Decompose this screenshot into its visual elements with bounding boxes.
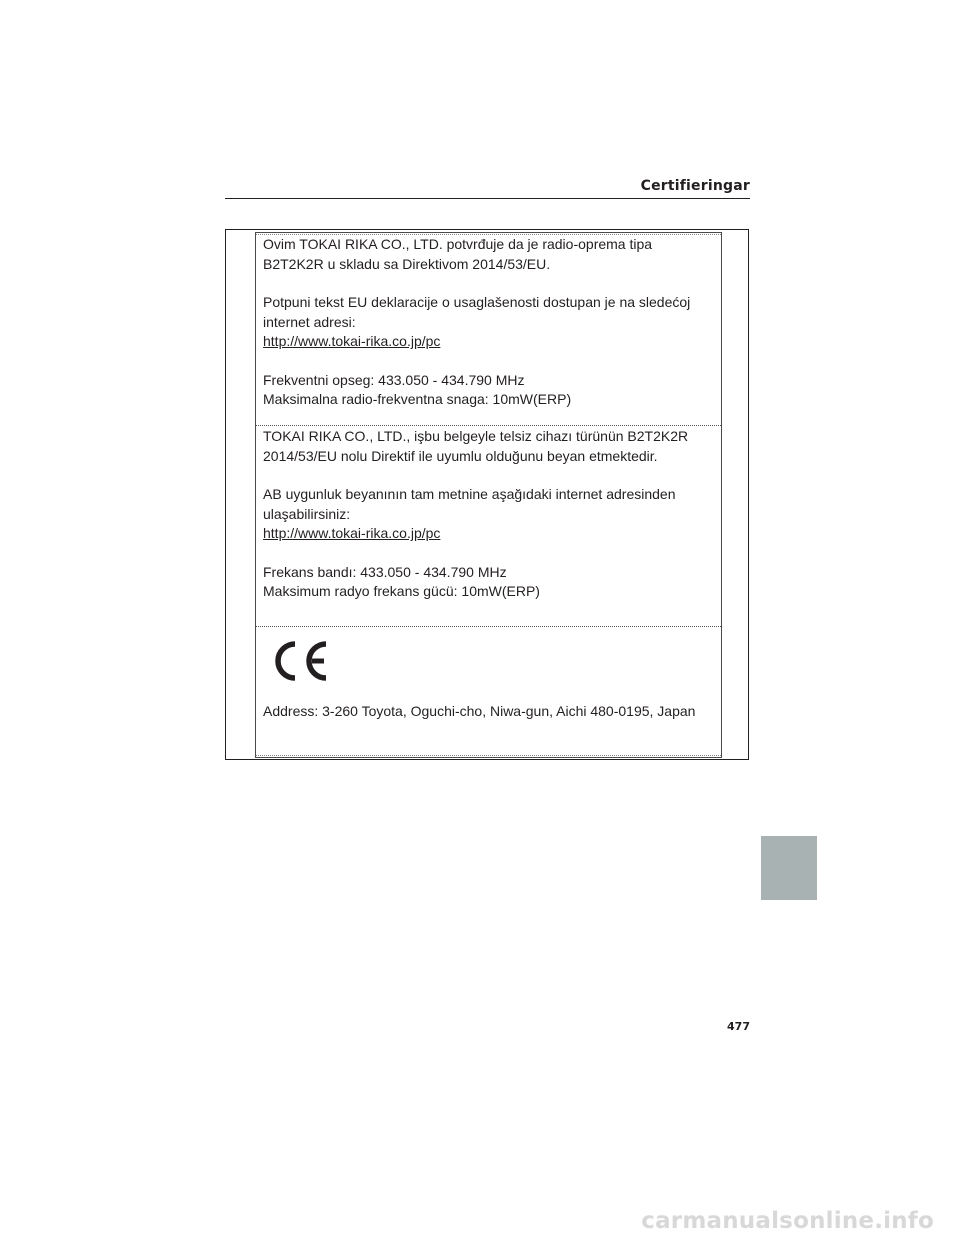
turkish-conformity-text	[263, 426, 721, 466]
text-line: B2T2K2R u skladu sa Direktivom 2014/53/EU.	[263, 255, 551, 272]
text-line: ulaşabilirsiniz:	[263, 505, 351, 522]
text-line: Frekans bandı: 433.050 - 434.790 MHz	[263, 563, 507, 580]
text-line: Maksimalna radio-frekventna snaga: 10mW(ERP)	[263, 391, 572, 407]
serbian-conformity-text	[263, 233, 721, 274]
turkish-frequency-text	[263, 563, 721, 602]
chapter-tab	[761, 836, 817, 900]
section-title: Certifieringar	[640, 178, 750, 194]
ce-mark-icon	[268, 639, 330, 683]
text-line: AB uygunluk beyanının tam metnine aşağıdaki internet adresinden	[263, 486, 676, 502]
manufacturer-address: Address: 3-260 Toyota, Oguchi-cho, Niwa-gun, Aichi 480-0195, Japan	[263, 703, 696, 719]
turkish-link[interactable]: http://www.tokai-rika.co.jp/pc	[263, 525, 441, 541]
declaration-box	[255, 232, 722, 758]
serbian-frequency-text	[263, 371, 721, 410]
text-line: internet adresi:	[263, 313, 356, 330]
watermark: carmanualsonline.info	[641, 1208, 934, 1234]
manufacturer-section	[256, 627, 721, 757]
serbian-url-text	[263, 293, 721, 352]
text-line: Ovim TOKAI RIKA CO., LTD. potvrđuje da je radio-oprema tipa	[263, 236, 653, 252]
header-rule	[225, 198, 750, 199]
serbian-link[interactable]: http://www.tokai-rika.co.jp/pc	[263, 333, 441, 349]
text-line: 2014/53/EU nolu Direktif ile uyumlu olduğunu beyan etmektedir.	[263, 447, 658, 464]
text-line: Maksimum radyo frekans gücü: 10mW(ERP)	[263, 583, 540, 599]
text-line: Potpuni tekst EU deklaracije o usaglašenosti dostupan je na sledećoj	[263, 294, 691, 310]
text-line: TOKAI RIKA CO., LTD., işbu belgeyle telsiz cihazı türünün B2T2K2R	[263, 428, 689, 444]
turkish-declaration	[256, 426, 721, 626]
text-line: Frekventni opseg: 433.050 - 434.790 MHz	[263, 371, 525, 388]
turkish-url-text	[263, 485, 721, 544]
page-number: 477	[727, 1020, 750, 1033]
serbian-declaration	[256, 233, 721, 425]
